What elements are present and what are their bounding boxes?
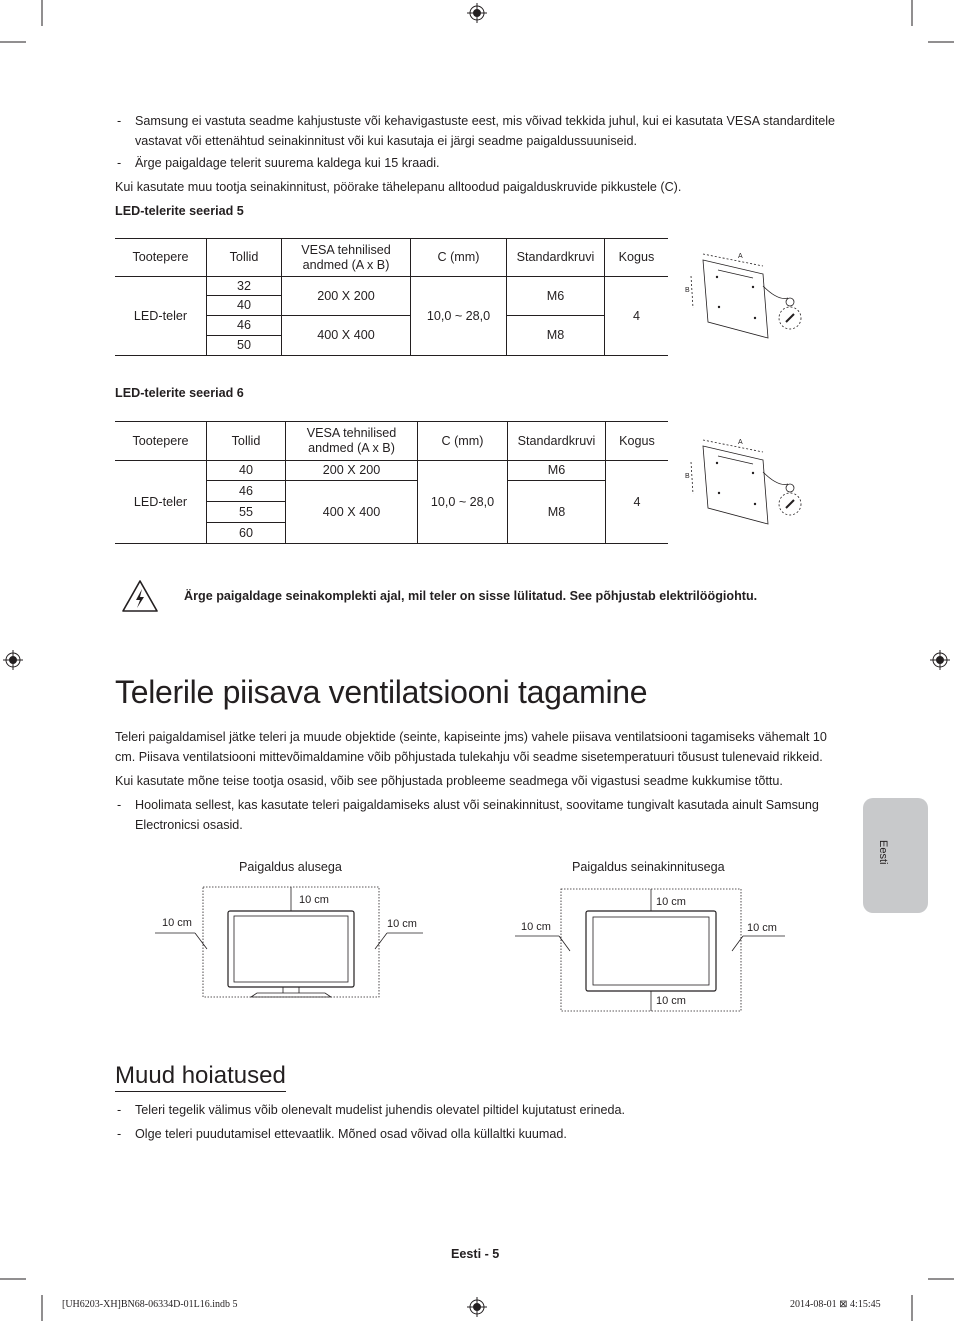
table5-header: C (mm) bbox=[411, 239, 507, 277]
intro-paragraph: Kui kasutate muu tootja seinakinnitust, pöörake tähelepanu alltoodud paigalduskruvide pikkustele (C). bbox=[115, 180, 682, 194]
table6-header: VESA tehnilised andmed (A x B) bbox=[286, 422, 418, 461]
subsection-title: Muud hoiatused bbox=[115, 1062, 286, 1092]
table6-header: Standardkruvi bbox=[508, 422, 606, 461]
clearance-bottom: 10 cm bbox=[656, 995, 686, 1007]
clearance-left: 10 cm bbox=[162, 917, 192, 929]
wall-mount-diagram bbox=[683, 432, 808, 527]
table5-qty: 4 bbox=[605, 277, 669, 356]
registration-mark-bottom bbox=[467, 1297, 487, 1317]
table6-header: Kogus bbox=[606, 422, 669, 461]
bullet-appearance: - Teleri tegelik välimus võib olenevalt mudelist juhendis olevatel piltidel kujutatust erineda. bbox=[117, 1103, 626, 1117]
fig-wall-label: Paigaldus seinakinnitusega bbox=[572, 860, 725, 874]
clearance-right: 10 cm bbox=[747, 922, 777, 934]
table5-size: 46 bbox=[207, 316, 282, 336]
table5 bbox=[115, 238, 668, 356]
table6-vesa: 400 X 400 bbox=[286, 481, 418, 544]
table6-header: Tootepere bbox=[115, 422, 207, 461]
label-b: B bbox=[685, 287, 690, 294]
table6-screw: M6 bbox=[508, 461, 606, 481]
clearance-left: 10 cm bbox=[521, 921, 551, 933]
wall-mount-diagram bbox=[683, 246, 808, 341]
wall-installation-figure bbox=[515, 880, 790, 1015]
table5-size: 50 bbox=[207, 336, 282, 356]
side-tab-label: Eesti bbox=[877, 840, 889, 865]
label-a: A bbox=[738, 439, 743, 446]
table5-vesa: 400 X 400 bbox=[282, 316, 411, 356]
table6-heading: LED-telerite seeriad 6 bbox=[115, 386, 244, 400]
table5-screw: M6 bbox=[507, 277, 605, 316]
section-title: Telerile piisava ventilatsiooni tagamine bbox=[115, 674, 648, 710]
bullet-samsung-parts: - Hoolimata sellest, kas kasutate teleri paigaldamiseks alust või seinakinnitust, soovitame tungivalt kasutada ainult Samsung Electronicsi osasid. bbox=[117, 798, 819, 832]
table6-family: LED-teler bbox=[115, 461, 207, 544]
table5-size: 40 bbox=[207, 296, 282, 316]
clearance-top: 10 cm bbox=[656, 896, 686, 908]
vent-paragraph: Kui kasutate mõne teise tootja osasid, võib see põhjustada probleeme seadmega või vigastusi seadme kukkumise tõttu. bbox=[115, 774, 783, 788]
table6-vesa: 200 X 200 bbox=[286, 461, 418, 481]
print-slug-left: [UH6203-XH]BN68-06334D-01L16.indb 5 bbox=[62, 1299, 238, 1310]
clearance-right: 10 cm bbox=[387, 918, 417, 930]
table6-size: 55 bbox=[207, 502, 286, 523]
table5-heading: LED-telerite seeriad 5 bbox=[115, 204, 244, 218]
table6-qty: 4 bbox=[606, 461, 669, 544]
label-b: B bbox=[685, 473, 690, 480]
label-a: A bbox=[738, 253, 743, 260]
table6-header: Tollid bbox=[207, 422, 286, 461]
table5-header: Tollid bbox=[207, 239, 282, 277]
registration-mark-top bbox=[467, 3, 487, 23]
table6-screw: M8 bbox=[508, 481, 606, 544]
table6 bbox=[115, 421, 668, 544]
print-slug-right: 2014-08-01 ⊠ 4:15:45 bbox=[790, 1299, 881, 1310]
table6-size: 46 bbox=[207, 481, 286, 502]
table5-header: Tootepere bbox=[115, 239, 207, 277]
warning-text: Ärge paigaldage seinakomplekti ajal, mil teler on sisse lülitatud. See põhjustab elektrilöögiohtu. bbox=[184, 589, 758, 603]
table6-header: C (mm) bbox=[418, 422, 508, 461]
registration-mark-right bbox=[930, 650, 950, 670]
table5-header: Kogus bbox=[605, 239, 669, 277]
stand-installation-figure bbox=[155, 880, 430, 1005]
bullet-tilt-limit: - Ärge paigaldage telerit suurema kaldega kui 15 kraadi. bbox=[117, 156, 440, 170]
table5-header: Standardkruvi bbox=[507, 239, 605, 277]
table6-size: 40 bbox=[207, 461, 286, 481]
table5-vesa: 200 X 200 bbox=[282, 277, 411, 316]
table6-size: 60 bbox=[207, 523, 286, 544]
clearance-top: 10 cm bbox=[299, 894, 329, 906]
bullet-vesa-liability: - Samsung ei vastuta seadme kahjustuste või kehavigastuste eest, mis võivad tekkida juhul, kui ei kasutata VESA standarditele vastavat või ettenähtud seinakinnitust või kui kasutaja ei järgi seadme paigaldussuuniseid. bbox=[117, 114, 836, 148]
fig-stand-label: Paigaldus alusega bbox=[239, 860, 342, 874]
table6-c: 10,0 ~ 28,0 bbox=[418, 461, 508, 544]
registration-mark-left bbox=[3, 650, 23, 670]
page-footer: Eesti - 5 bbox=[451, 1247, 500, 1261]
electric-warning-icon bbox=[121, 579, 159, 613]
table5-c: 10,0 ~ 28,0 bbox=[411, 277, 507, 356]
table5-header: VESA tehnilised andmed (A x B) bbox=[282, 239, 411, 277]
table5-screw: M8 bbox=[507, 316, 605, 356]
language-side-tab bbox=[863, 798, 928, 913]
table5-family: LED-teler bbox=[115, 277, 207, 356]
table5-size: 32 bbox=[207, 277, 282, 296]
vent-paragraph: Teleri paigaldamisel jätke teleri ja muude objektide (seinte, kapiseinte jms) vahele piisava ventilatsiooni tagamiseks vähemalt 10 cm. Piisava ventilatsiooni mittevõimaldamine võib põhjustada tulekahju või seadme sisetemperatuuri tõusust tulenevaid rikkeid. bbox=[115, 730, 827, 764]
bullet-hot-parts: - Olge teleri puudutamisel ettevaatlik. Mõned osad võivad olla küllaltki kuumad. bbox=[117, 1127, 567, 1141]
